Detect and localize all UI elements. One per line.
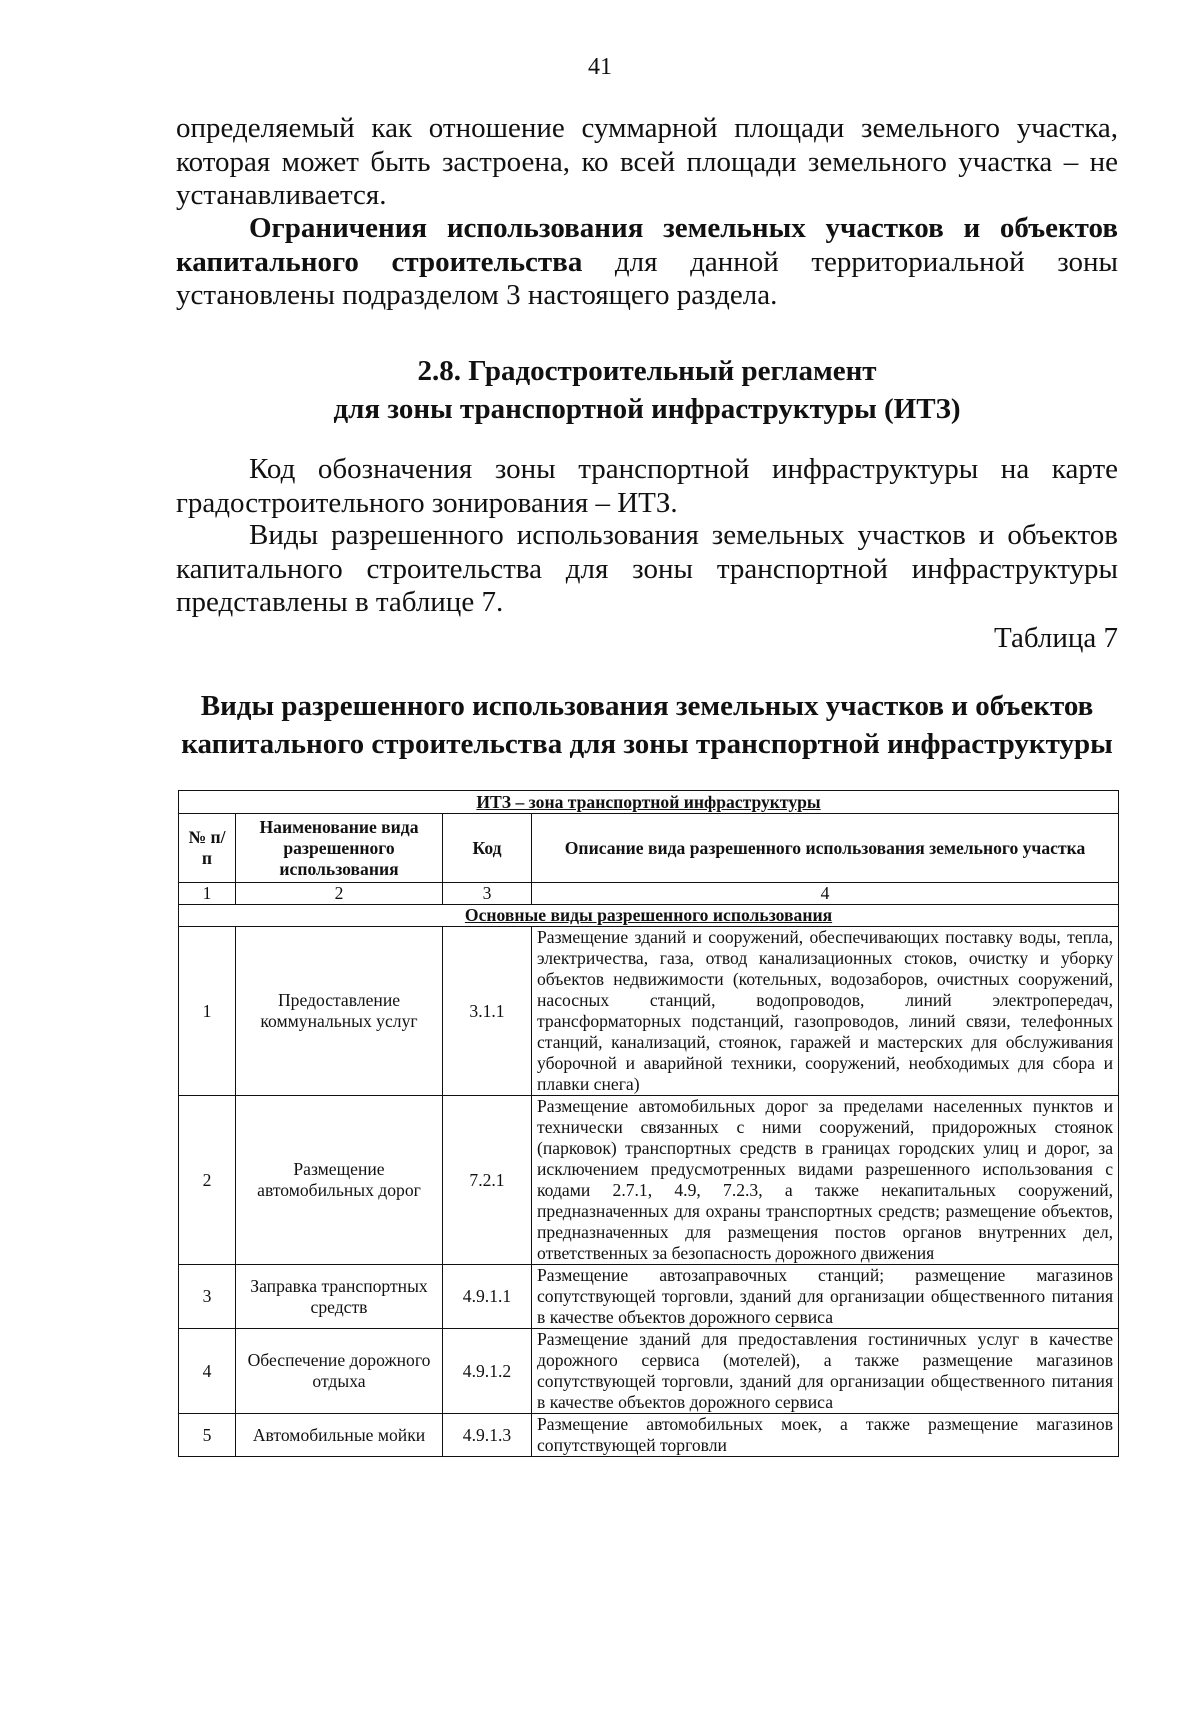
row-desc: Размещение автомобильных моек, а также размещение магазинов сопутствующей торговли (532, 1414, 1119, 1457)
row-desc: Размещение автозаправочных станций; размещение магазинов сопутствующей торговли, зданий для организации общественного питания в качестве объектов дорожного сервиса (532, 1265, 1119, 1329)
table-zone-row (179, 791, 1119, 814)
table-header-row (179, 814, 1119, 883)
table-row (179, 1414, 1119, 1457)
section-heading-line1: 2.8. Градостроительный регламент (417, 355, 877, 387)
row-desc: Размещение автомобильных дорог за пределами населенных пунктов и технически связанных с ними сооружений, придорожных стоянок (парковок) транспортных средств в границах городских улиц и дорог, за исключением предусмотренных видами разрешенного использования с кодами 2.7.1, 4.9, 7.2.3, а также некапитальных сооружений, предназначенных для охраны транспортных средств; размещение объектов, предназначенных для размещения постов органов внутренних дел, ответственных за безопасность дорожного движения (532, 1096, 1119, 1265)
row-code: 3.1.1 (443, 927, 532, 1096)
row-code: 7.2.1 (443, 1096, 532, 1265)
header-desc: Описание вида разрешенного использования земельного участка (532, 814, 1119, 883)
row-name: Предоставление коммунальных услуг (236, 927, 443, 1096)
row-code: 4.9.1.2 (443, 1329, 532, 1414)
row-code: 4.9.1.1 (443, 1265, 532, 1329)
table-row (179, 1265, 1119, 1329)
row-desc: Размещение зданий для предоставления гостиничных услуг в качестве дорожного сервиса (мотелей), а также размещение магазинов сопутствующей торговли, зданий для организации общественного питания в качестве объектов дорожного сервиса (532, 1329, 1119, 1414)
table-caption: Таблица 7 (993, 622, 1118, 654)
table-row (179, 927, 1119, 1096)
page-number: 41 (588, 54, 612, 80)
table-row (179, 1329, 1119, 1414)
header-code: Код (443, 814, 532, 883)
row-name: Автомобильные мойки (236, 1414, 443, 1457)
paragraph-permitted-uses: Виды разрешенного использования земельных участков и объектов капитального строительства для зоны транспортной инфраструктуры представлены в таблице 7. (176, 519, 1118, 618)
paragraph-zone-code: Код обозначения зоны транспортной инфраструктуры на карте градостроительного зонирования – ИТЗ. (176, 453, 1118, 519)
paragraph-continuation: определяемый как отношение суммарной площади земельного участка, которая может быть застроена, ко всей площади земельного участка – не устанавливается. (176, 112, 1118, 211)
table-section-row (179, 905, 1119, 927)
table-title (176, 687, 1118, 763)
restrictions-text: для данной территориальной зоны установлены подразделом 3 настоящего раздела. (176, 245, 1118, 311)
table-title-line1: Виды разрешенного использования земельных участков и объектов (200, 690, 1094, 722)
header-name: Наименование вида разрешенного использования (236, 814, 443, 883)
row-num: 5 (179, 1414, 236, 1457)
index-cell: 3 (443, 883, 532, 905)
index-cell: 2 (236, 883, 443, 905)
row-num: 3 (179, 1265, 236, 1329)
paragraph-restrictions (176, 212, 1118, 313)
section-label-cell: Основные виды разрешенного использования (179, 905, 1119, 927)
permitted-uses-table (178, 790, 1119, 1457)
row-name: Размещение автомобильных дорог (236, 1096, 443, 1265)
row-desc: Размещение зданий и сооружений, обеспечивающих поставку воды, тепла, электричества, газа, отвод канализационных стоков, очистку и уборку объектов недвижимости (котельных, водозаборов, очистных сооружений, насосных станций, водопроводов, линий электропередач, трансформаторных подстанций, газопроводов, линий связи, телефонных станций, канализаций, стоянок, гаражей и мастерских для обслуживания уборочной и аварийной техники, сооружений, необходимых для сбора и плавки снега) (532, 927, 1119, 1096)
row-name: Обеспечение дорожного отдыха (236, 1329, 443, 1414)
row-num: 1 (179, 927, 236, 1096)
header-num: № п/п (179, 814, 236, 883)
table-row (179, 1096, 1119, 1265)
row-name: Заправка транспортных средств (236, 1265, 443, 1329)
section-heading-line2: для зоны транспортной инфраструктуры (ИТЗ) (333, 393, 961, 425)
index-cell: 4 (532, 883, 1119, 905)
row-num: 2 (179, 1096, 236, 1265)
table-title-line2: капитального строительства для зоны транспортной инфраструктуры (181, 728, 1113, 760)
restrictions-bold-text: Ограничения использования земельных участков и объектов капитального строительства (176, 212, 1118, 278)
zone-header-cell: ИТЗ – зона транспортной инфраструктуры (179, 791, 1119, 814)
section-heading (176, 352, 1118, 428)
table-index-row (179, 883, 1119, 905)
row-code: 4.9.1.3 (443, 1414, 532, 1457)
row-num: 4 (179, 1329, 236, 1414)
index-cell: 1 (179, 883, 236, 905)
